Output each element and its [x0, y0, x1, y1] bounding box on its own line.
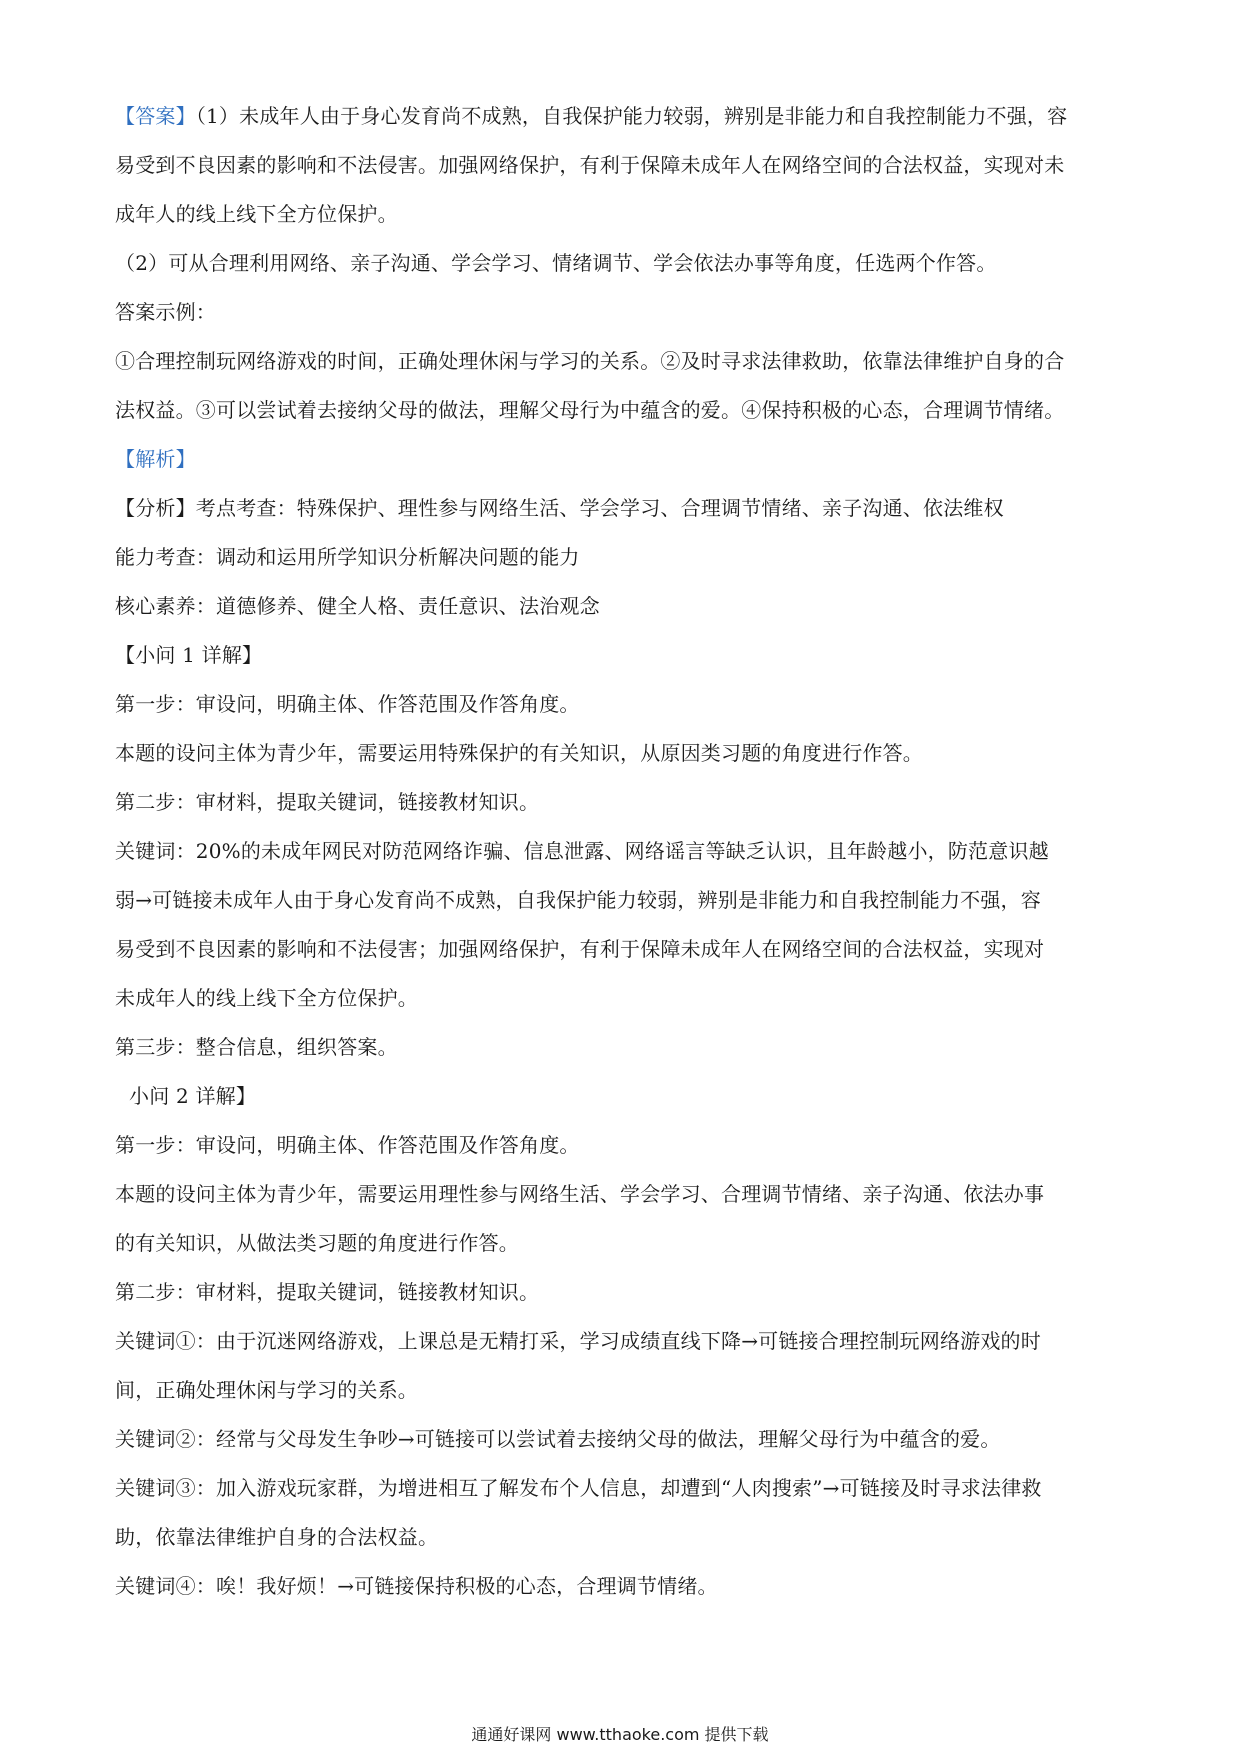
q1-detail-title: 【小问 1 详解】	[115, 643, 263, 667]
q2-kw2: 关键词②：经常与父母发生争吵→可链接可以尝试着去接纳父母的做法，理解父母行为中蕴含的爱。	[115, 1427, 1001, 1451]
analysis-line-2: 能力考查：调动和运用所学知识分析解决问题的能力	[115, 545, 580, 569]
document-body	[115, 100, 1130, 1619]
q2-step1-desc-line-2: 的有关知识，从做法类习题的角度进行作答。	[115, 1231, 519, 1255]
q1-keyword-line-1: 关键词：20%的未成年网民对防范网络诈骗、信息泄露、网络谣言等缺乏认识，且年龄越小，防范意识越	[115, 839, 1049, 863]
answer-example-line-1: ①合理控制玩网络游戏的时间，正确处理休闲与学习的关系。②及时寻求法律救助，依靠法律维护自身的合	[115, 349, 1065, 373]
answer-example-line-2: 法权益。③可以尝试着去接纳父母的做法，理解父母行为中蕴含的爱。④保持积极的心态，合理调节情绪。	[115, 398, 1065, 422]
page-footer: 通通好课网 www.tthaoke.com 提供下载	[471, 1725, 769, 1744]
answer-q1-line-1: 【答案】（1）未成年人由于身心发育尚不成熟，自我保护能力较弱，辨别是非能力和自我控制能力不强，容	[115, 104, 1068, 128]
q1-keyword-line-4: 未成年人的线上线下全方位保护。	[115, 986, 418, 1010]
analysis-line-1: 【分析】考点考查：特殊保护、理性参与网络生活、学会学习、合理调节情绪、亲子沟通、依法维权	[115, 496, 1004, 520]
q1-keyword-line-2: 弱→可链接未成年人由于身心发育尚不成熟，自我保护能力较弱，辨别是非能力和自我控制能力不强，容	[115, 888, 1041, 912]
answer-q1-line-2: 易受到不良因素的影响和不法侵害。加强网络保护，有利于保障未成年人在网络空间的合法权益，实现对未	[115, 153, 1065, 177]
answer-tag: 【答案】	[115, 104, 196, 128]
answer-example-label: 答案示例：	[115, 300, 216, 324]
q1-step2: 第二步：审材料，提取关键词，链接教材知识。	[115, 790, 540, 814]
q2-kw3-line-2: 助，依靠法律维护自身的合法权益。	[115, 1525, 439, 1549]
q1-step1-desc: 本题的设问主体为青少年，需要运用特殊保护的有关知识，从原因类习题的角度进行作答。	[115, 741, 923, 765]
q2-kw1-line-1: 关键词①：由于沉迷网络游戏，上课总是无精打采，学习成绩直线下降→可链接合理控制玩网络游戏的时	[115, 1329, 1041, 1353]
q2-step1: 第一步：审设问，明确主体、作答范围及作答角度。	[115, 1133, 580, 1157]
analysis-line-3: 核心素养：道德修养、健全人格、责任意识、法治观念	[115, 594, 600, 618]
q1-step1: 第一步：审设问，明确主体、作答范围及作答角度。	[115, 692, 580, 716]
q2-kw1-line-2: 间，正确处理休闲与学习的关系。	[115, 1378, 418, 1402]
q2-step2: 第二步：审材料，提取关键词，链接教材知识。	[115, 1280, 540, 1304]
analysis-tag: 【解析】	[115, 447, 196, 471]
answer-q2-line: （2）可从合理利用网络、亲子沟通、学会学习、情绪调节、学会依法办事等角度，任选两个作答。	[115, 251, 997, 275]
q2-kw4: 关键词④：唉！我好烦！→可链接保持积极的心态，合理调节情绪。	[115, 1574, 718, 1598]
q2-detail-title: 小问 2 详解】	[129, 1084, 257, 1108]
q2-kw3-line-1: 关键词③：加入游戏玩家群，为增进相互了解发布个人信息，却遭到“人肉搜索”→可链接及时寻求法律救	[115, 1476, 1042, 1500]
q1-step3: 第三步：整合信息，组织答案。	[115, 1035, 398, 1059]
q1-keyword-line-3: 易受到不良因素的影响和不法侵害；加强网络保护，有利于保障未成年人在网络空间的合法权益，实现对	[115, 937, 1045, 961]
q2-step1-desc-line-1: 本题的设问主体为青少年，需要运用理性参与网络生活、学会学习、合理调节情绪、亲子沟通、依法办事	[115, 1182, 1045, 1206]
answer-q1-line-3: 成年人的线上线下全方位保护。	[115, 202, 398, 226]
